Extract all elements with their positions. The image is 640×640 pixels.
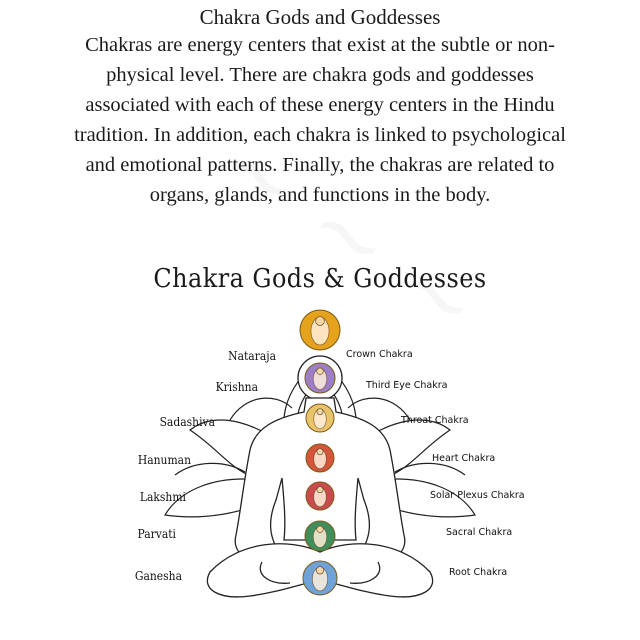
god-label-sadashiva: Sadashiva (159, 414, 215, 429)
god-label-nataraja: Nataraja (228, 348, 276, 363)
paragraph-line: Chakras are energy centers that exist at the subtle or non- (85, 34, 555, 56)
paragraph-line: physical level. There are chakra gods and goddesses (106, 64, 534, 86)
chakra-medallion-lakshmi (306, 482, 334, 510)
chakra-label-heart: Heart Chakra (432, 453, 496, 464)
paragraph-line: organs, glands, and functions in the body. (149, 184, 491, 206)
chakra-medallion-nataraja (300, 310, 340, 350)
paragraph-line: tradition. In addition, each chakra is linked to psychological (74, 124, 566, 146)
chakra-medallion-ganesha (303, 561, 337, 595)
poster-title: Chakra Gods & Goddesses (153, 264, 487, 294)
paragraph-line: associated with each of these energy centers in the Hindu (85, 94, 555, 116)
deity-head (317, 487, 323, 493)
chakra-medallion-parvati (305, 521, 335, 551)
god-label-lakshmi: Lakshmi (139, 489, 186, 504)
paragraph-line: and emotional patterns. Finally, the chakras are related to (85, 154, 555, 176)
chakra-label-third-eye: Third Eye Chakra (366, 380, 448, 391)
chakra-label-sacral: Sacral Chakra (446, 527, 513, 538)
chakra-medallion-krishna (305, 363, 335, 393)
deity-head (317, 368, 324, 375)
chakra-label-solar-plexus: Solar Plexus Chakra (430, 490, 525, 501)
deity-head (317, 449, 323, 455)
chakra-figure (0, 300, 640, 640)
deity-head (317, 409, 323, 415)
meditating-figure-illustration (0, 300, 640, 640)
chakra-label-crown: Crown Chakra (346, 349, 413, 360)
god-label-hanuman: Hanuman (137, 452, 191, 467)
intro-paragraph (16, 30, 624, 210)
page-heading: Chakra Gods and Goddesses (199, 5, 441, 29)
chakra-medallion-hanuman (306, 444, 334, 472)
god-label-krishna: Krishna (215, 379, 258, 394)
deity-head (316, 567, 323, 574)
god-label-ganesha: Ganesha (134, 568, 182, 583)
deity-head (317, 526, 324, 533)
chakra-medallion-sadashiva (306, 404, 334, 432)
chakra-label-throat: Throat Chakra (401, 415, 469, 426)
god-label-parvati: Parvati (137, 526, 176, 541)
chakra-label-root: Root Chakra (449, 567, 508, 578)
deity-head (316, 317, 325, 326)
